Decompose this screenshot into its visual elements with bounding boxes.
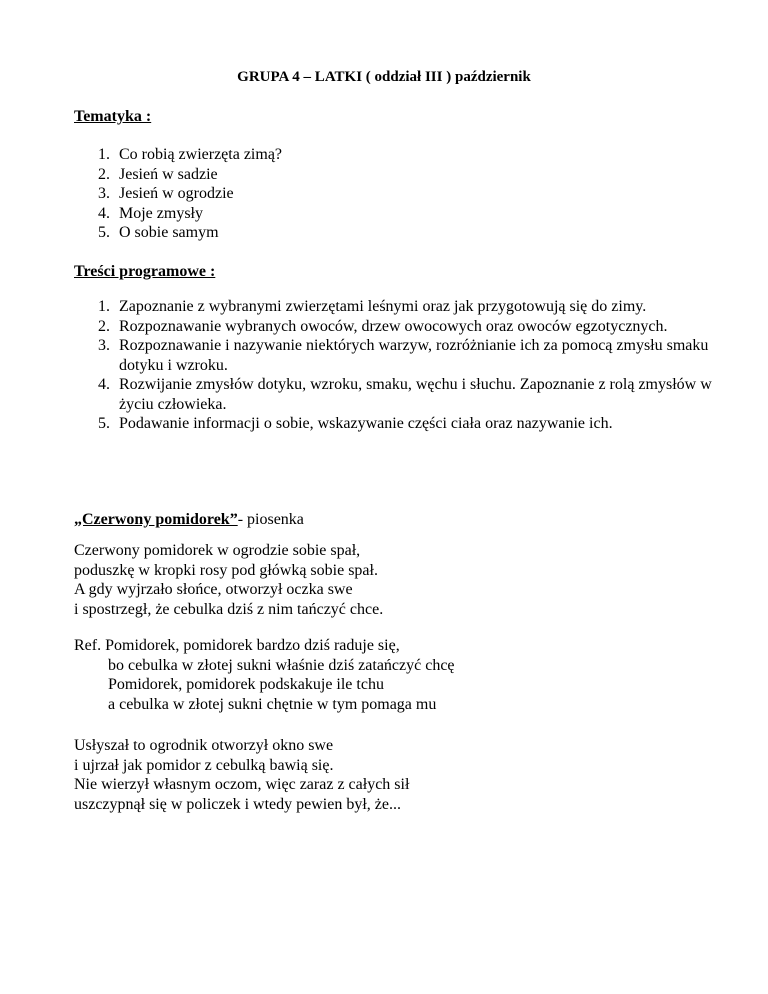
list-item: Rozpoznawanie wybranych owoców, drzew owocowych oraz owoców egzotycznych. [119,317,668,335]
song-line: uszczypnął się w policzek i wtedy pewien był, że... [74,795,401,813]
document-title: GRUPA 4 – LATKI ( oddział III ) październik [237,69,531,85]
list-item: Zapoznanie z wybranymi zwierzętami leśnymi oraz jak przygotowują się do zimy. [119,298,647,315]
song-refrain [74,636,714,714]
song-line: Czerwony pomidorek w ogrodzie sobie spał, [74,542,361,559]
song-verse-1 [74,541,714,619]
song-title [74,510,304,530]
list-item: Jesień w ogrodzie [119,185,234,202]
song-name: „Czerwony pomidorek” [74,511,238,528]
list-item: Jesień w sadzie [119,165,218,183]
song-verse-2 [74,736,714,814]
song-line: Pomidorek, pomidorek podskakuje ile tchu [108,676,384,693]
program-list [74,297,714,434]
song-line: poduszkę w kropki rosy pod główką sobie spał. [74,561,378,579]
list-item: Moje zmysły [119,204,203,222]
list-item: Co robią zwierzęta zimą? [119,146,283,163]
song-line: i spostrzegł, że cebulka dziś z nim tańczyć chce. [74,600,384,618]
list-item: Rozpoznawanie i nazywanie niektórych warzyw, rozróżnianie ich za pomocą zmysłu smaku dotyku i wzroku. [119,337,709,374]
song-line: A gdy wyjrzało słońce, otworzył oczka swe [74,581,353,598]
song-line: Usłyszał to ogrodnik otworzył okno swe [74,737,334,754]
song-line: bo cebulka w złotej sukni właśnie dziś zatańczyć chcę [108,656,455,674]
list-item: O sobie samym [119,224,219,241]
topics-heading: Tematyka : [74,108,152,125]
song-line: Ref. Pomidorek, pomidorek bardzo dziś raduje się, [74,637,400,654]
song-line: a cebulka w złotej sukni chętnie w tym pomaga mu [108,695,437,713]
song-title-suffix: - piosenka [237,511,304,528]
program-heading: Treści programowe : [74,263,216,280]
list-item: Podawanie informacji o sobie, wskazywanie części ciała oraz nazywanie ich. [119,415,613,432]
list-item: Rozwijanie zmysłów dotyku, wzroku, smaku, węchu i słuchu. Zapoznanie z rolą zmysłów w życiu człowieka. [119,376,712,413]
song-line: i ujrzał jak pomidor z cebulką bawią się. [74,756,334,774]
song-line: Nie wierzył własnym oczom, więc zaraz z całych sił [74,776,410,793]
topics-list [74,145,714,243]
